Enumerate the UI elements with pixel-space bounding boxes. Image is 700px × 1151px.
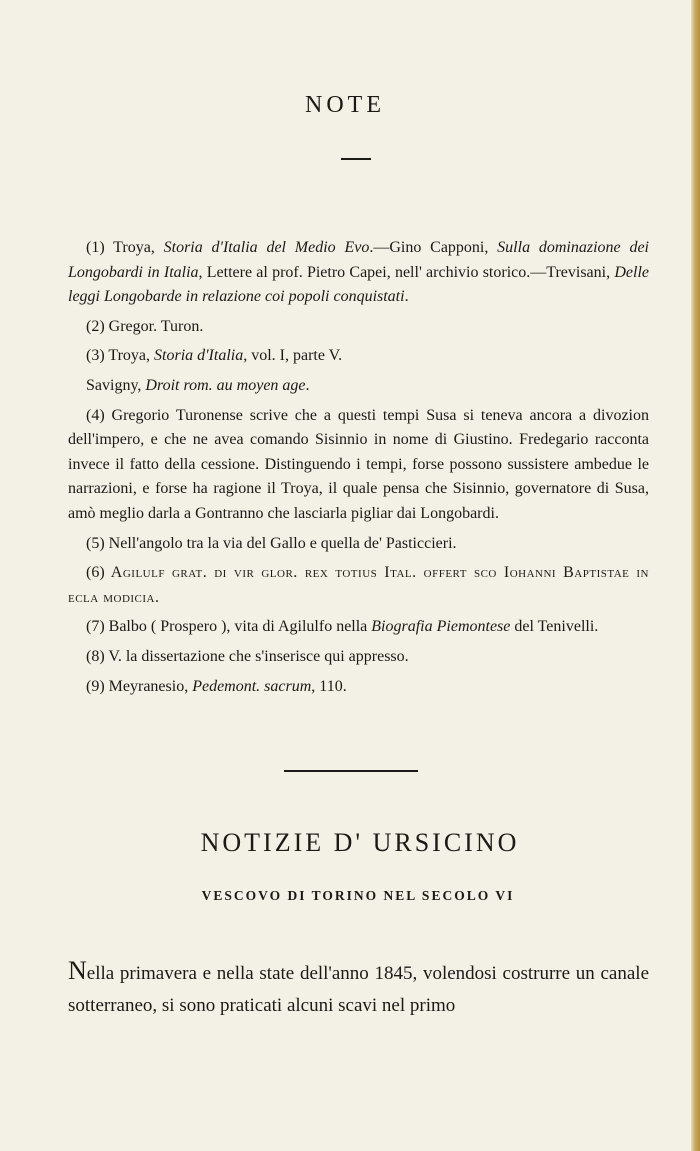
footnote [68, 561, 649, 610]
footnote-text: . [305, 376, 310, 394]
footnote-title: Sulla dominazione dei Longobardi in Italia [68, 239, 649, 281]
footnote-marker: (6) [86, 564, 105, 582]
body-paragraph [68, 955, 649, 1022]
footnote-text: Troya, [104, 239, 164, 256]
footnote-marker: (9) [86, 677, 105, 695]
footnote-title: Storia d'Italia [154, 347, 244, 365]
footnote [68, 615, 649, 640]
footnote [68, 675, 649, 700]
footnote-marker: (2) [86, 317, 105, 335]
page-edge [691, 0, 700, 1151]
footnote-text: .—Gino Capponi, [369, 239, 498, 256]
footnote [68, 315, 649, 340]
footnote [68, 645, 649, 670]
footnote [68, 236, 649, 310]
footnote-text: Gregor. Turon. [104, 317, 204, 335]
body-dropcap: N [68, 956, 87, 985]
footnote-text: Meyranesio, [104, 677, 193, 695]
section-title: NOTIZIE D' URSICINO [200, 828, 520, 857]
section-divider [284, 770, 418, 772]
footnote-title: Biografia Piemontese [371, 618, 511, 636]
footnote-text: Agilulf grat. di vir glor. rex totius Ital. offert sco Iohanni Baptistae in ecla modicia. [68, 564, 649, 606]
footnote-marker: (3) [86, 347, 105, 365]
footnote-text: Nell'angolo tra la via del Gallo e quella de' Pasticcieri. [104, 534, 457, 552]
footnote-text: , 110. [311, 677, 347, 695]
notes-list [68, 236, 649, 704]
footnote-text: . [404, 288, 409, 306]
footnote-title: Droit rom. au moyen age [145, 376, 306, 394]
footnote [68, 344, 649, 369]
footnote-marker: (1) [86, 239, 105, 256]
footnote-title: Delle leggi Longobarde in relazione coi popoli conquistati [68, 263, 649, 306]
footnote [68, 532, 649, 557]
footnote-marker: (4) [86, 406, 105, 424]
footnote-text: , Lettere al prof. Pietro Capei, nell' archivio storico.—Trevisani, [198, 263, 615, 281]
footnote-marker: (5) [86, 534, 105, 552]
footnote-text: Gregorio Turonense scrive che a questi tempi Susa si teneva ancora a divozion dell'impero, e che ne avea comando Sisinnio in nome di Giustino. Fredegario racconta invece il fatto della cessione. Distinguendo i tempi, forse possono sussistere ambedue le narrazioni, e forse ha ragione il Troya, il quale pensa che Sisinnio, governatore di Susa, amò meglio darla a Gontranno che lasciarla pigliar dai Longobardi. [68, 406, 649, 522]
section-subtitle: VESCOVO DI TORINO NEL SECOLO VI [201, 888, 515, 903]
notes-title: NOTE [305, 92, 385, 118]
footnote-text: Balbo ( Prospero ), vita di Agilulfo nella [104, 618, 372, 636]
footnote-title: Storia d'Italia del Medio Evo [163, 239, 370, 256]
footnote-marker: (7) [86, 618, 105, 636]
footnote-text: V. la dissertazione che s'inserisce qui appresso. [104, 647, 409, 665]
footnote [68, 404, 649, 527]
footnote-text: Savigny, [86, 376, 146, 394]
footnote [68, 374, 649, 399]
title-dash [341, 158, 371, 160]
footnote-text: del Tenivelli. [510, 618, 599, 636]
body-text: ella primavera e nella state dell'anno 1845, volendosi costrurre un canale sotterraneo, si sono praticati alcuni scavi nel primo [68, 963, 649, 1016]
footnote-marker: (8) [86, 647, 105, 665]
footnote-title: Pedemont. sacrum [192, 677, 312, 695]
footnote-text: , vol. I, parte V. [243, 347, 343, 365]
footnote-text: Troya, [104, 347, 155, 365]
